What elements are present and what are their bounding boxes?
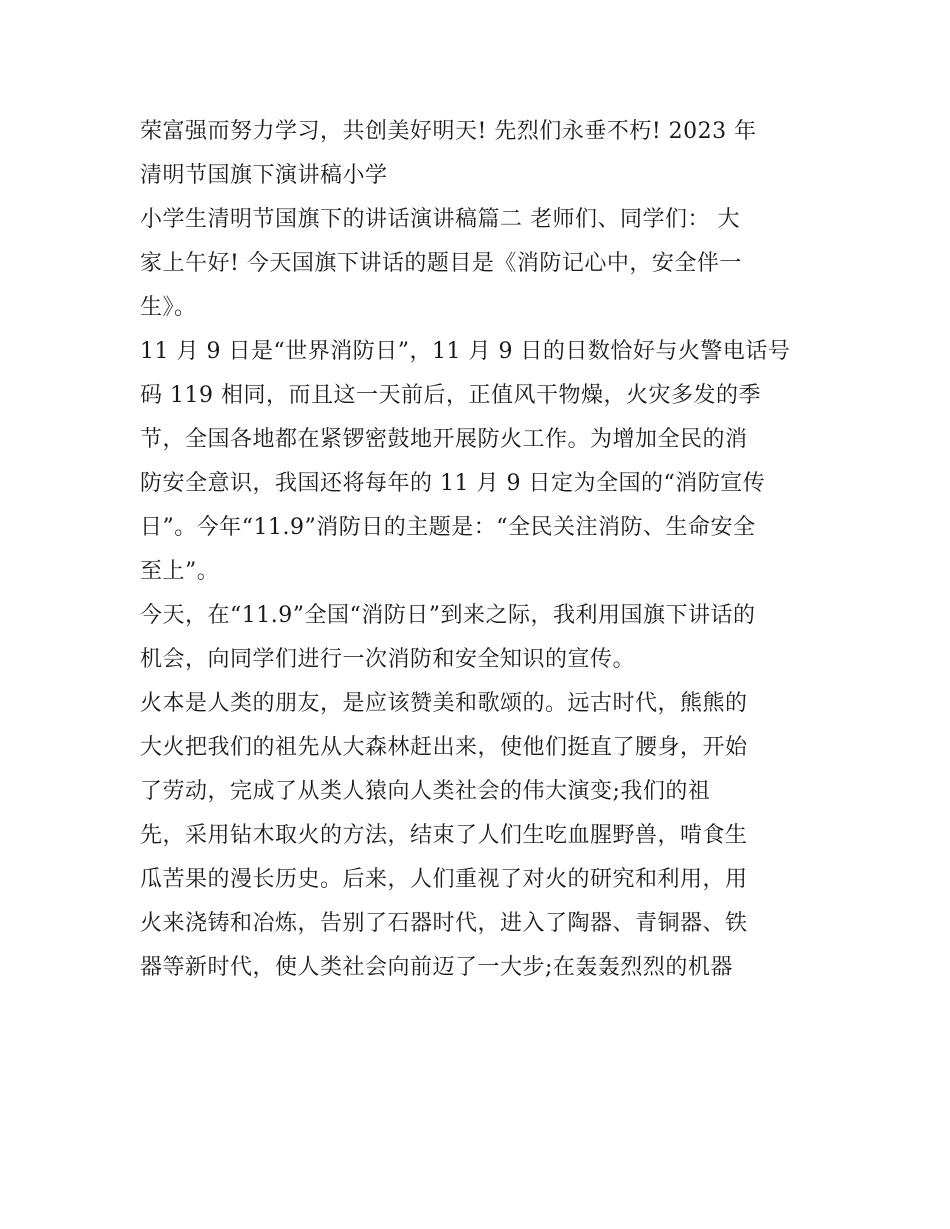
text-line: 家上午好! 今天国旗下讲话的题目是《消防记心中，安全伴一 xyxy=(140,251,742,276)
document-body xyxy=(140,110,820,990)
text-line: 小学生清明节国旗下的讲话演讲稿篇二 老师们、同学们： 大 xyxy=(140,207,740,232)
paragraph-2 xyxy=(140,198,820,330)
text-line: 瓜苦果的漫长历史。后来，人们重视了对火的研究和利用，用 xyxy=(140,867,748,892)
text-line: 节，全国各地都在紧锣密鼓地开展防火工作。为增加全民的消 xyxy=(140,427,748,452)
text-line: 器等新时代，使人类社会向前迈了一大步;在轰轰烈烈的机器 xyxy=(140,955,733,980)
text-line: 码 119 相同，而且这一天前后，正值风干物燥，火灾多发的季 xyxy=(140,383,761,408)
text-line: 生》。 xyxy=(140,295,197,320)
text-line: 今天，在“11.9”全国“消防日”到来之际，我利用国旗下讲话的 xyxy=(140,603,756,628)
text-line: 清明节国旗下演讲稿小学 xyxy=(140,163,388,188)
text-line: 防安全意识，我国还将每年的 11 月 9 日定为全国的“消防宣传 xyxy=(140,471,766,496)
paragraph-5 xyxy=(140,682,820,990)
text-line: 了劳动，完成了从类人猿向人类社会的伟大演变;我们的祖 xyxy=(140,779,711,804)
text-line: 至上”。 xyxy=(140,559,220,584)
text-line: 火本是人类的朋友，是应该赞美和歌颂的。远古时代，熊熊的 xyxy=(140,691,748,716)
text-line: 荣富强而努力学习，共创美好明天! 先烈们永垂不朽! 2023 年 xyxy=(140,119,757,144)
text-line: 大火把我们的祖先从大森林赶出来，使他们挺直了腰身，开始 xyxy=(140,735,748,760)
text-line: 日”。今年“11.9”消防日的主题是：“全民关注消防、生命安全 xyxy=(140,515,756,540)
text-line: 机会，向同学们进行一次消防和安全知识的宣传。 xyxy=(140,647,636,672)
paragraph-1 xyxy=(140,110,820,198)
paragraph-4 xyxy=(140,594,820,682)
text-line: 11 月 9 日是“世界消防日”，11 月 9 日的日数恰好与火警电话号 xyxy=(140,339,791,364)
paragraph-3 xyxy=(140,330,820,594)
text-line: 火来浇铸和冶炼，告别了石器时代，进入了陶器、青铜器、铁 xyxy=(140,911,748,936)
text-line: 先，采用钻木取火的方法，结束了人们生吃血腥野兽，啃食生 xyxy=(140,823,748,848)
